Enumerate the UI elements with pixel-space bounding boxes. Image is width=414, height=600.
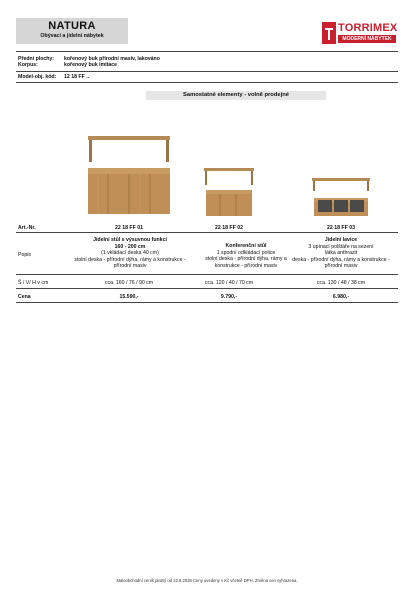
brand-tagline: MODERNÍ NÁBYTEK xyxy=(338,35,396,43)
divider xyxy=(16,302,398,303)
divider xyxy=(16,51,398,52)
brand-logo xyxy=(322,22,398,46)
page-title: NATURA xyxy=(48,20,96,32)
product-dimensions: cca. 130 / 48 / 38 cm xyxy=(316,280,366,286)
model-label: Model-obj. kód: xyxy=(18,74,57,80)
divider xyxy=(16,232,398,233)
divider xyxy=(16,71,398,72)
divider xyxy=(16,82,398,83)
brand-mark-icon xyxy=(322,22,336,44)
product-price: 9.790,- xyxy=(220,294,238,300)
coffee-table-image xyxy=(204,168,254,216)
product-dimensions: cca. 160 / 76 / 90 cm xyxy=(104,280,154,286)
product-description: Jídelní stůl s výsuvnou funkcí 160 - 200 cm (1 vkládací deska 40 cm) stolní deska - přírodní dýha, rámy a konstrukce - přírodní masiv xyxy=(74,237,186,270)
divider xyxy=(16,288,398,289)
dining-table-image xyxy=(86,136,172,216)
footer-note: Maloobchodní ceník platný od 22.6.2026 Ceny uvedeny v Kč včetně DPH. Změna cen vyhrazena. xyxy=(116,578,298,583)
art-label: Art.-Nr. xyxy=(18,225,36,231)
product-description: Jídelní lavice 3 upínací polštáře na sezení látka anthrazit deska - přírodní dýha, rámy a konstrukce - přírodní masiv xyxy=(292,237,390,270)
dims-label: Š / V/ H v cm xyxy=(18,280,49,286)
price-sheet xyxy=(16,18,398,592)
product-price: 15.590,- xyxy=(119,294,139,300)
art-number: 22 18 FF 01 xyxy=(115,225,143,231)
brand-name: TORRIMEX xyxy=(338,22,398,34)
spec-value-fronts: kořenový buk přírodní masiv, lakováno xyxy=(64,56,160,62)
spec-label-body: Korpus: xyxy=(18,62,38,68)
spec-label-fronts: Přední plochy: xyxy=(18,56,55,62)
art-number: 22 18 FF 03 xyxy=(327,225,355,231)
product-price: 6.980,- xyxy=(332,294,350,300)
product-description: Konferenční stůl 1 spodní odkládací police stolní deska - přírodní dýha, rámy a konstrukce - přírodní masiv xyxy=(205,243,287,269)
art-number: 22 18 FF 02 xyxy=(215,225,243,231)
divider xyxy=(16,274,398,275)
popis-label: Popis xyxy=(18,252,31,258)
model-code: 12 18 FF .. xyxy=(64,74,90,80)
page-subtitle: Obývací a jídelní nábytek xyxy=(40,33,104,39)
product-dimensions: cca. 120 / 40 / 70 cm xyxy=(204,280,254,286)
bench-image xyxy=(312,178,370,216)
section-banner: Samostatné elementy - volně prodejné xyxy=(146,91,326,100)
price-label: Cena xyxy=(18,294,31,300)
spec-value-body: kořenový buk imitace xyxy=(64,62,118,68)
